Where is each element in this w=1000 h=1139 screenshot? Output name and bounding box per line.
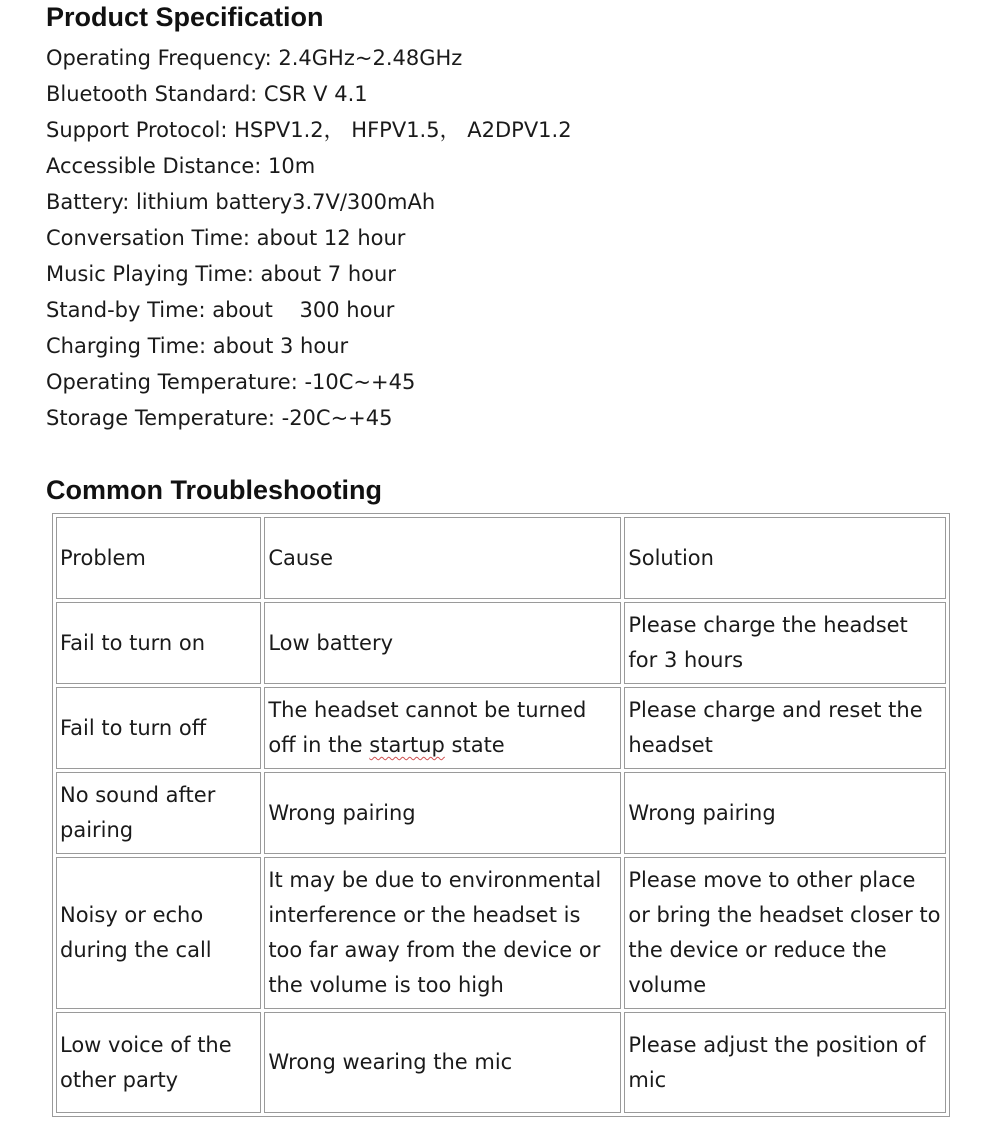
spellcheck-marked-word: startup — [369, 733, 445, 757]
cause-cell: Wrong pairing — [264, 772, 621, 854]
spec-operating-frequency: Operating Frequency: 2.4GHz~2.48GHz — [46, 46, 463, 70]
table-row — [56, 1012, 946, 1113]
problem-cell: Noisy or echo during the call — [56, 857, 261, 1009]
table-header-row — [56, 517, 946, 599]
cause-cell — [264, 687, 621, 769]
solution-cell: Please charge the headset for 3 hours — [624, 602, 946, 684]
troubleshooting-heading: Common Troubleshooting — [46, 475, 382, 505]
header-solution: Solution — [624, 517, 946, 599]
problem-cell: Fail to turn off — [56, 687, 261, 769]
header-cause: Cause — [264, 517, 621, 599]
table-row — [56, 602, 946, 684]
problem-cell: Low voice of the other party — [56, 1012, 261, 1113]
spec-support-protocol: Support Protocol: HSPV1.2， HFPV1.5， A2DPV1.2 — [46, 118, 572, 142]
spec-charging-time: Charging Time: about 3 hour — [46, 334, 349, 358]
solution-cell: Wrong pairing — [624, 772, 946, 854]
cause-text-start: The headset cannot be turned off in the — [268, 698, 587, 757]
product-specification-heading: Product Specification — [46, 2, 324, 32]
cause-cell: Wrong wearing the mic — [264, 1012, 621, 1113]
header-problem: Problem — [56, 517, 261, 599]
table-row — [56, 687, 946, 769]
cause-text-end: state — [444, 733, 505, 757]
spec-operating-temperature: Operating Temperature: -10C~+45 — [46, 370, 416, 394]
specification-list — [46, 40, 572, 436]
cause-cell: It may be due to environmental interference or the headset is too far away from the device or the volume is too high — [264, 857, 621, 1009]
table-row — [56, 857, 946, 1009]
troubleshooting-table — [52, 513, 950, 1117]
problem-cell: No sound after pairing — [56, 772, 261, 854]
table-row — [56, 772, 946, 854]
spec-storage-temperature: Storage Temperature: -20C~+45 — [46, 406, 393, 430]
solution-cell: Please charge and reset the headset — [624, 687, 946, 769]
solution-cell: Please move to other place or bring the headset closer to the device or reduce the volume — [624, 857, 946, 1009]
solution-cell: Please adjust the position of mic — [624, 1012, 946, 1113]
spec-battery: Battery: lithium battery3.7V/300mAh — [46, 190, 436, 214]
problem-cell: Fail to turn on — [56, 602, 261, 684]
spec-standby-time: Stand-by Time: about 300 hour — [46, 298, 395, 322]
spec-music-playing-time: Music Playing Time: about 7 hour — [46, 262, 396, 286]
spec-bluetooth-standard: Bluetooth Standard: CSR V 4.1 — [46, 82, 368, 106]
cause-cell: Low battery — [264, 602, 621, 684]
spec-conversation-time: Conversation Time: about 12 hour — [46, 226, 406, 250]
spec-accessible-distance: Accessible Distance: 10m — [46, 154, 316, 178]
